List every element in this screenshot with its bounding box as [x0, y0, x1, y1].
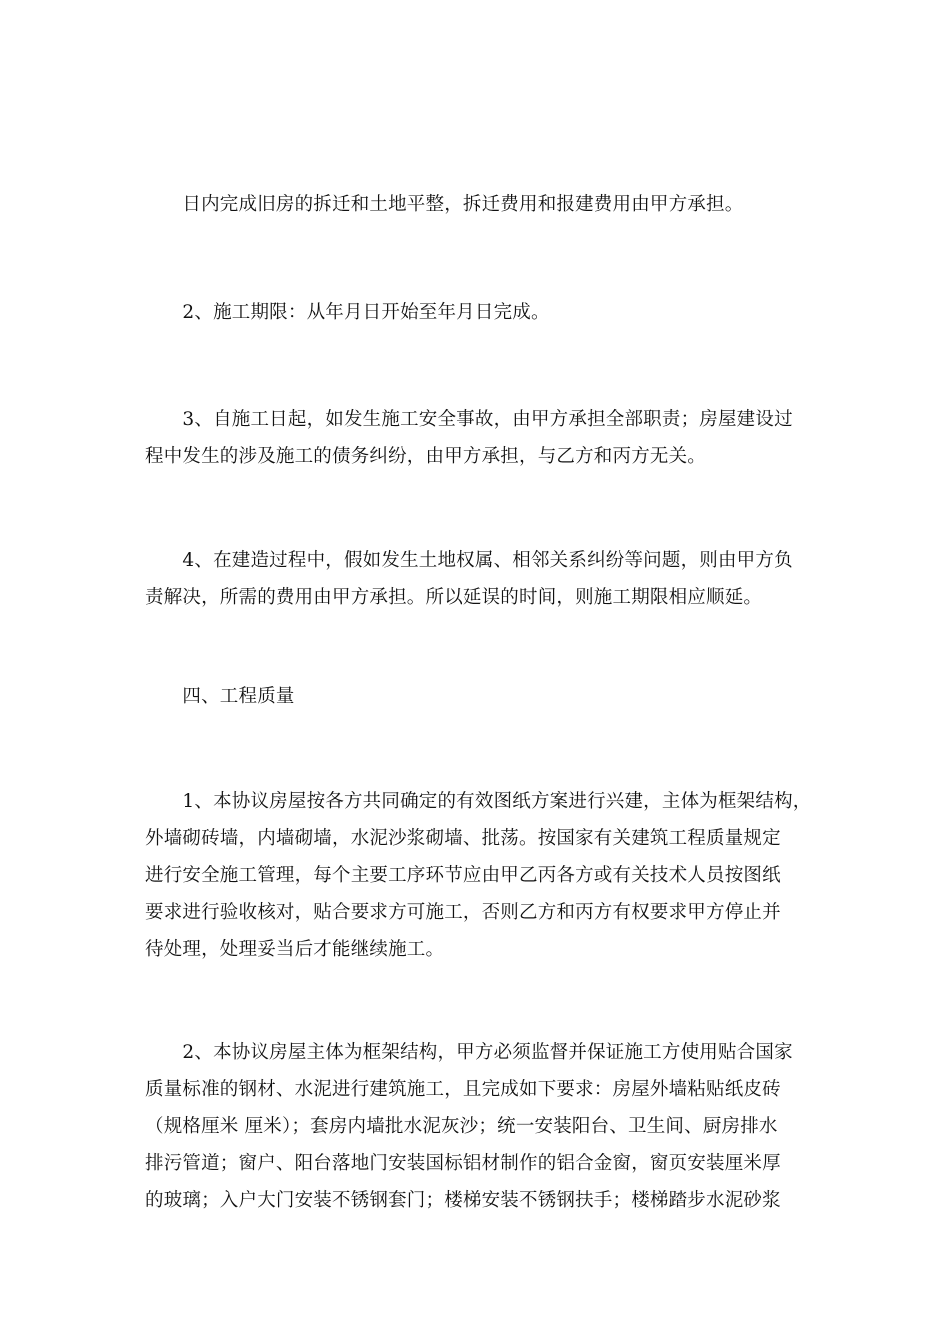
paragraph-line: （规格厘米 厘米）；套房内墙批水泥灰沙；统一安装阳台、卫生间、厨房排水 — [145, 1116, 778, 1137]
paragraph-line: 外墙砌砖墙，内墙砌墙，水泥沙浆砌墙、批荡。按国家有关建筑工程质量规定 — [145, 828, 781, 849]
paragraph-land-disputes — [145, 542, 805, 616]
paragraph-structure-requirements — [145, 1034, 805, 1219]
paragraph-line: 程中发生的涉及施工的债务纠纷，由甲方承担，与乙方和丙方无关。 — [145, 446, 707, 467]
paragraph-demolition — [145, 186, 805, 223]
paragraph-line: 2、施工期限：从年月日开始至年月日完成。 — [145, 302, 550, 323]
paragraph-safety-liability — [145, 401, 805, 475]
paragraph-quality-plan — [145, 783, 812, 968]
paragraph-line: 责解决，所需的费用由甲方承担。所以延误的时间，则施工期限相应顺延。 — [145, 587, 763, 608]
section-heading-quality — [145, 678, 805, 715]
paragraph-line: 排污管道；窗户、阳台落地门安装国标铝材制作的铝合金窗，窗页安装厘米厚 — [145, 1153, 781, 1174]
paragraph-line: 日内完成旧房的拆迁和土地平整，拆迁费用和报建费用由甲方承担。 — [145, 194, 744, 215]
paragraph-line: 质量标准的钢材、水泥进行建筑施工，且完成如下要求：房屋外墙粘贴纸皮砖 — [145, 1079, 781, 1100]
paragraph-line: 1、本协议房屋按各方共同确定的有效图纸方案进行兴建，主体为框架结构， — [145, 791, 812, 812]
heading-line: 四、工程质量 — [145, 686, 295, 707]
paragraph-line: 4、在建造过程中，假如发生土地权属、相邻关系纠纷等问题，则由甲方负 — [145, 550, 793, 571]
paragraph-line: 的玻璃；入户大门安装不锈钢套门；楼梯安装不锈钢扶手；楼梯踏步水泥砂浆 — [145, 1190, 781, 1211]
paragraph-line: 3、自施工日起，如发生施工安全事故，由甲方承担全部职责；房屋建设过 — [145, 409, 793, 430]
paragraph-construction-period — [145, 294, 805, 331]
paragraph-line: 2、本协议房屋主体为框架结构，甲方必须监督并保证施工方使用贴合国家 — [145, 1042, 793, 1063]
paragraph-line: 待处理，处理妥当后才能继续施工。 — [145, 939, 445, 960]
paragraph-line: 进行安全施工管理，每个主要工序环节应由甲乙丙各方或有关技术人员按图纸 — [145, 865, 781, 886]
paragraph-line: 要求进行验收核对，贴合要求方可施工，否则乙方和丙方有权要求甲方停止并 — [145, 902, 781, 923]
